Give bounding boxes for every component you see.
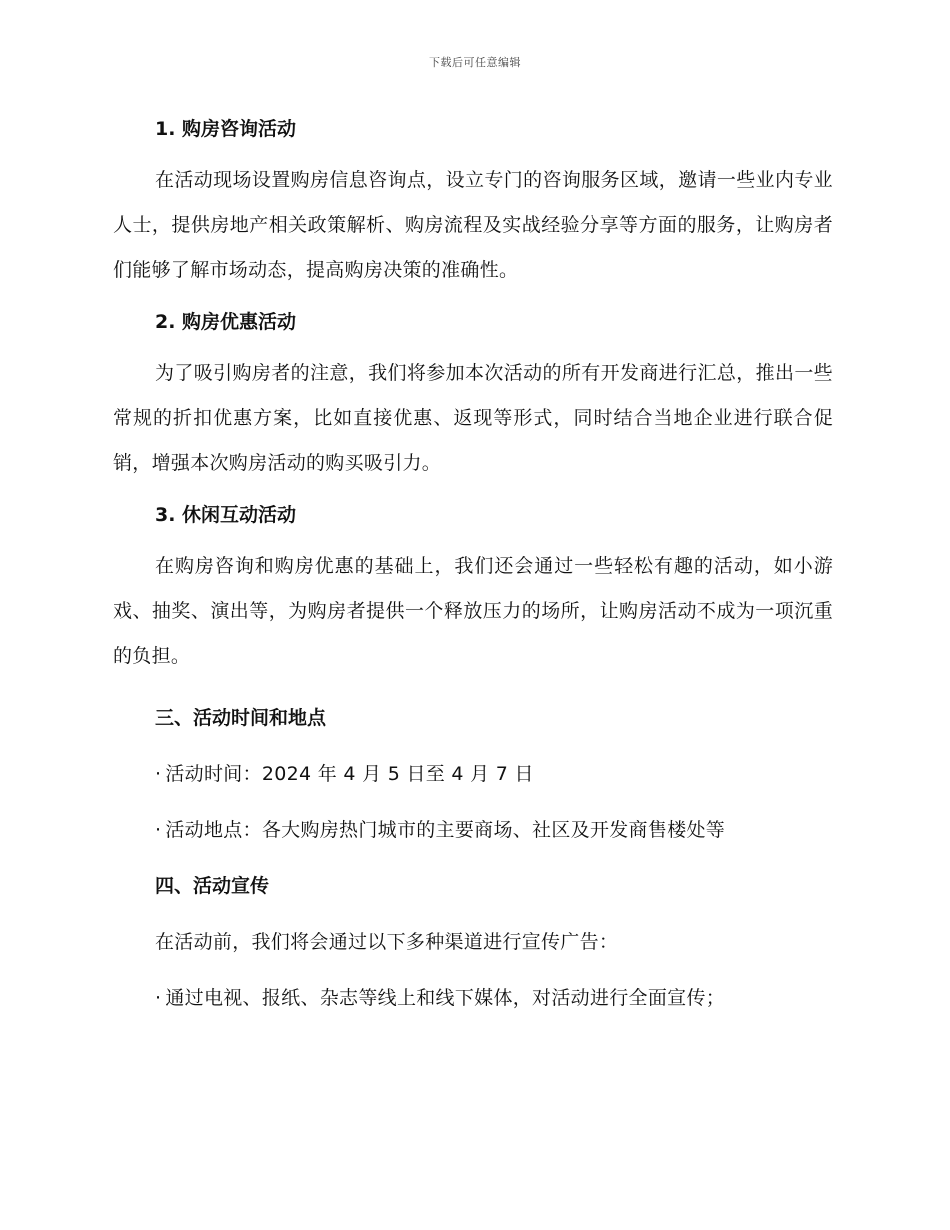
- section-body-discount: 为了吸引购房者的注意，我们将参加本次活动的所有开发商进行汇总，推出一些常规的折扣优惠方案，比如直接优惠、返现等形式，同时结合当地企业进行联合促销，增强本次购房活动的购买吸引力。: [113, 362, 833, 474]
- bullet-dot: ·: [155, 819, 162, 841]
- section-intro-promotion: 在活动前，我们将会通过以下多种渠道进行宣传广告：: [155, 931, 619, 953]
- bullet-dot: ·: [155, 987, 162, 1009]
- bullet-text-place: 活动地点：各大购房热门城市的主要商场、社区及开发商售楼处等: [165, 819, 726, 841]
- section-body-leisure: 在购房咨询和购房优惠的基础上，我们还会通过一些轻松有趣的活动，如小游戏、抽奖、演出等，为购房者提供一个释放压力的场所，让购房活动不成为一项沉重的负担。: [113, 555, 833, 667]
- bullet-text-media: 通过电视、报纸、杂志等线上和线下媒体，对活动进行全面宣传；: [165, 987, 726, 1009]
- bullet-item-place: [113, 813, 833, 847]
- bullet-dot: ·: [155, 763, 162, 785]
- bullet-text-time: 活动时间：2024 年 4 月 5 日至 4 月 7 日: [165, 763, 534, 785]
- section-body-consultation: 在活动现场设置购房信息咨询点，设立专门的咨询服务区域，邀请一些业内专业人士，提供房地产相关政策解析、购房流程及实战经验分享等方面的服务，让购房者们能够了解市场动态，提高购房决策的准确性。: [113, 169, 833, 281]
- section-heading-consultation: 1. 购房咨询活动: [155, 118, 297, 140]
- bullet-item-media: [113, 981, 833, 1015]
- bullet-item-time: [113, 757, 833, 791]
- section-heading-leisure: 3. 休闲互动活动: [155, 504, 297, 526]
- section-heading-discount: 2. 购房优惠活动: [155, 311, 297, 333]
- header-note: 下载后可任意编辑: [429, 56, 521, 69]
- document-content: [113, 112, 833, 1015]
- section-heading-promotion: 四、活动宣传: [155, 875, 270, 897]
- section-heading-time-place: 三、活动时间和地点: [155, 707, 327, 729]
